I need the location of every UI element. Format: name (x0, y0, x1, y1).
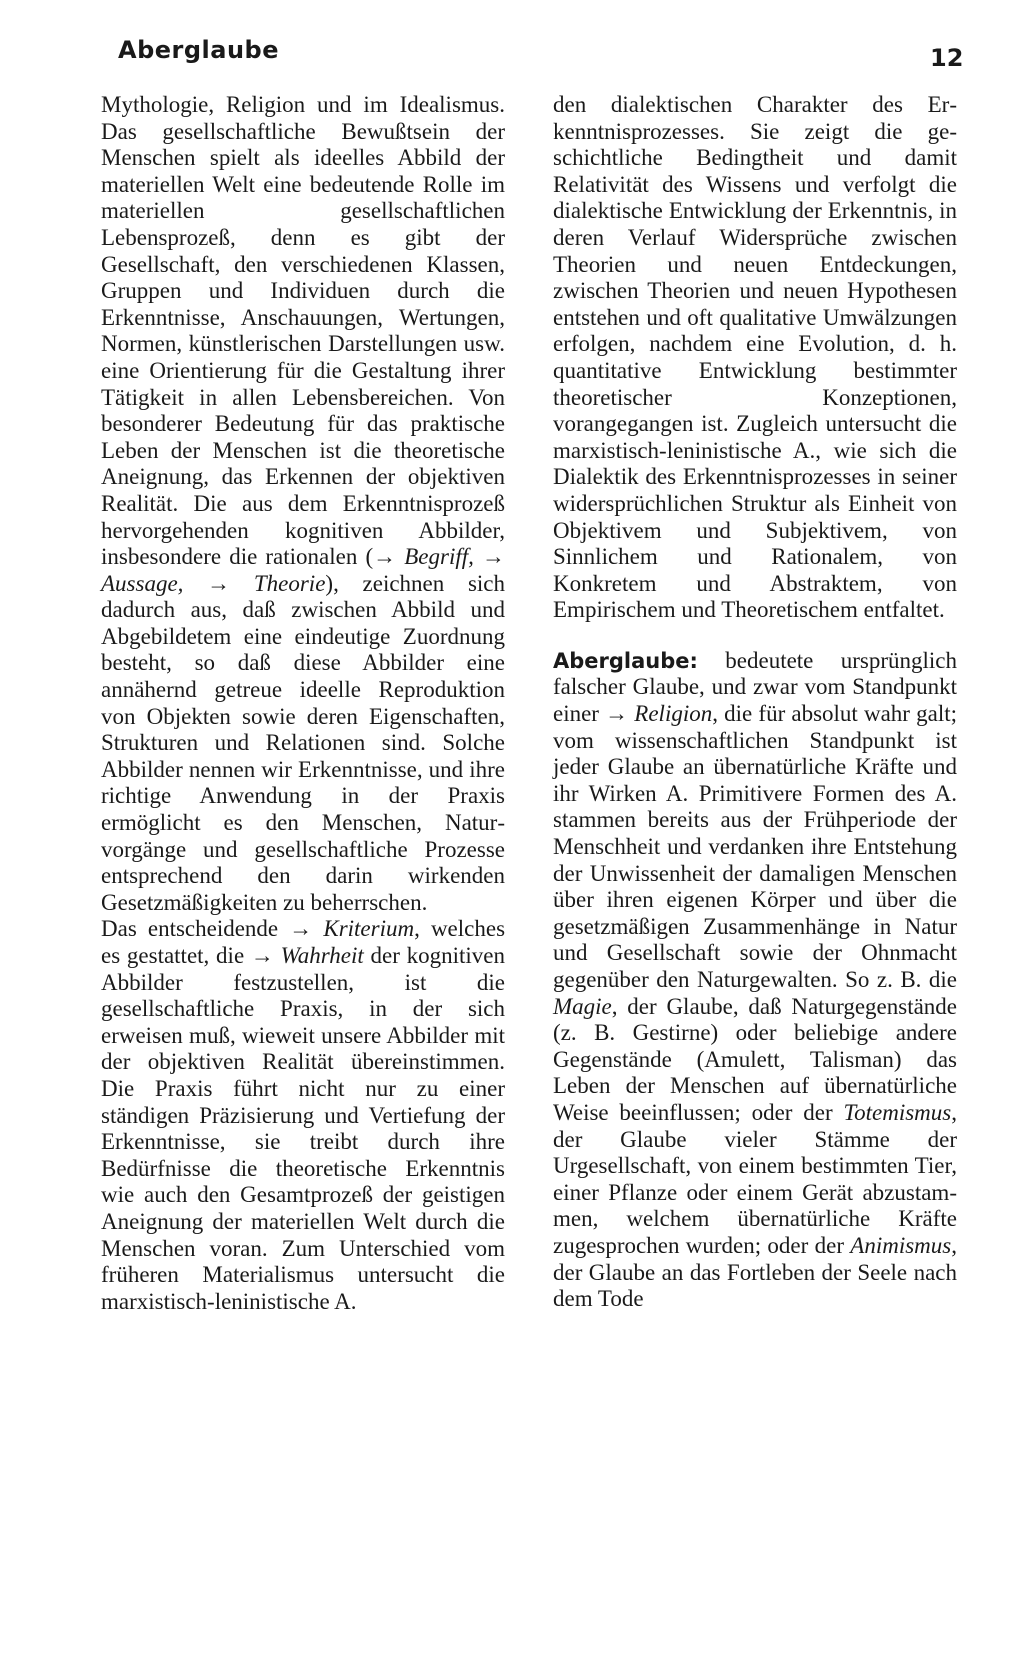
text-run: , die für absolut wahr galt; vom wissenschaftlichen Standpunkt ist jeder Glaube an übernatürliche Kräfte und ihr Wirken A. Primitivere Formen des A. stammen bereits aus der Frühperiode der Menschheit und verdanken ihre Entstehung der Unwissenheit der damaligen Menschen über ihren eigenen Körper und über die gesetzmäßigen Zusammenhänge in Natur und Gesellschaft sowie der Ohnmacht gegenüber den Naturgewalten. So z. B. die (553, 701, 958, 992)
emphasized-term: Magie (553, 993, 612, 1019)
arrow-icon: → (183, 570, 231, 596)
right-column (553, 92, 957, 1313)
text-run: Das entscheidende (101, 916, 290, 942)
paragraph (101, 92, 505, 916)
emphasized-term: Totemismus (843, 1099, 952, 1125)
cross-reference: Aussage, (101, 570, 184, 596)
arrow-icon: → (373, 544, 397, 570)
text-run: den dialektischen Charakter des Erkenntnisprozesses. Sie zeigt die geschichtliche Bedingtheit und damit Relativität des Wissens und verfolgt die dialektische Entwicklung der Erkenntnis, in deren Verlauf Widersprüche zwischen Theorien und neuen Entdeckungen, zwischen Theorien und neuen Hypothesen entstehen und oft qualitative Umwälzungen erfolgen, nachdem eine Evolution, d. h. quantitative Entwicklung bestimmter theoretischer Konzeptionen, vorangegangen ist. Zugleich untersucht die marxistisch-leninistische A., wie sich die Dialektik des Erkenntnisprozesses in seiner widersprüchlichen Struktur als Einheit von Objektivem und Subjektivem, von Sinnlichem und Rationalem, von Konkretem und Abstraktem, von Empirischem und Theoretischem entfaltet. (553, 92, 957, 623)
arrow-icon: → (289, 916, 313, 942)
emphasized-term: Animismus (850, 1232, 952, 1258)
text-run: , der Glaube vieler Stämme der Urgesellschaft, von einem bestimmten Tier, einer Pflanze oder einem Gerät abzustammen, welchem übernatürliche Kräfte zugesprochen wurden; oder der (553, 1099, 957, 1258)
cross-reference: Kriterium (312, 916, 415, 942)
text-run: ), zeichnen sich dadurch aus, daß zwischen Abbild und Abgebildetem eine eindeutige Zuordnung besteht, so daß diese Abbilder eine annähernd getreue ideelle Reproduktion von Objekten sowie deren Eigenschaften, Strukturen und Relationen sind. Solche Abbilder nennen wir Erkenntnisse, und ihre richtige Anwendung in der Praxis ermöglicht es den Menschen, Naturvorgänge und gesellschaftliche Prozesse entsprechend den darin wirkenden Gesetzmäßigkeiten zu beherrschen. (101, 570, 506, 915)
arrow-icon: → (473, 544, 506, 570)
left-column (101, 92, 505, 1315)
arrow-icon: → (250, 943, 274, 968)
arrow-icon: → (605, 701, 629, 727)
page-number: 12 (930, 44, 964, 72)
cross-reference: Religion (628, 701, 713, 727)
text-run: , der Glaube an das Fortleben der Seele nach dem Tode (553, 1232, 957, 1312)
text-run: bedeutete ursprünglich falscher Glaube, und zwar vom Standpunkt einer (553, 647, 957, 727)
entry-headword: Aberglaube: (553, 648, 698, 673)
text-run: , welches es gestattet, die (101, 916, 506, 968)
paragraph (553, 92, 957, 624)
running-head: Aberglaube (118, 36, 280, 64)
paragraph (101, 916, 505, 1315)
text-run: der kognitiven Abbilder festzustellen, ist die gesellschaftliche Praxis, in der sich erweisen muß, wieweit unsere Abbilder mit der objektiven Realität übereinstimmen. Die Praxis führt nicht nur zu einer ständigen Präzisierung und Vertiefung der Erkenntnisse, sie treibt durch ihre Bedürfnisse die theoretische Erkenntnis wie auch den Gesamtprozeß der geistigen Aneignung der materiellen Welt durch die Menschen voran. Zum Unterschied vom früheren Materialismus untersucht die marxistisch-leninistische A. (101, 943, 505, 1314)
dictionary-entry (553, 648, 957, 1313)
text-run: , der Glaube, daß Naturgegenstände (z. B. Gestirne) oder beliebige andere Gegenstände (Amulett, Talisman) das Leben der Menschen auf übernatürliche Weise beeinflussen; oder der (553, 993, 957, 1125)
cross-reference: Wahrheit (273, 943, 364, 968)
cross-reference: Begriff, (396, 544, 474, 570)
cross-reference: Theorie (230, 570, 326, 596)
text-run: Mythologie, Religion und im Idealismus. Das gesellschaftliche Bewußtsein der Menschen spielt als ideelles Abbild der materiellen Welt eine bedeutende Rolle im materiellen gesellschaftlichen Lebensprozeß, denn es gibt der Gesellschaft, den verschiedenen Klassen, Gruppen und Individuen durch die Erkenntnisse, Anschauungen, Wertungen, Normen, künstlerischen Darstellungen usw. eine Orientierung für die Gestaltung ihrer Tätigkeit in allen Lebensbereichen. Von besonderer Bedeutung für das praktische Leben der Menschen ist die theoretische Aneignung, das Erkennen der objektiven Realität. Die aus dem Erkenntnisprozeß hervorgehenden kognitiven Abbilder, insbesondere die rationalen ( (101, 92, 505, 570)
